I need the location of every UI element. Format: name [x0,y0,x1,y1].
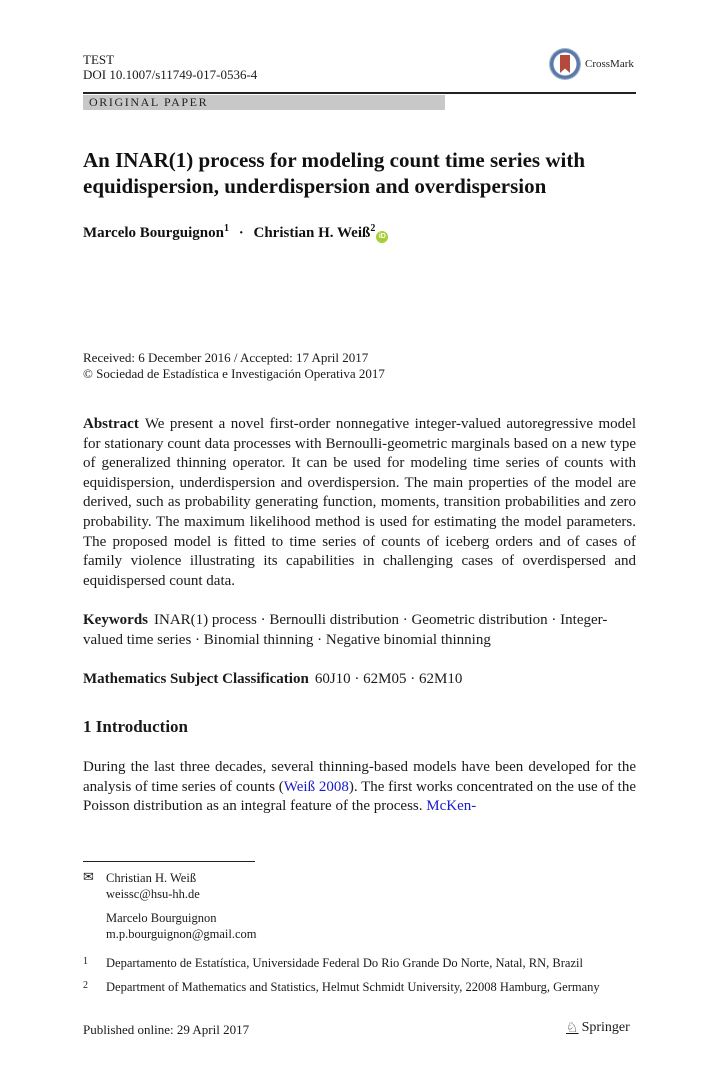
contact-entry [106,910,257,942]
doi: DOI 10.1007/s11749-017-0536-4 [83,67,258,82]
abstract-text: We present a novel first-order nonnegative integer-valued autoregressive model for stationary count data processes with Bernoulli-geometric marginals based on a new type of generalized thinning operator. It can be used for modeling time series of counts with equidispersion, underdispersion and overdispersion. The main properties of the model are derived, such as probability generating function, moments, transition probabilities and zero probability. The maximum likelihood method is used for estimating the model parameters. The proposed model is fitted to time series of counts of iceberg orders and of cases of family violence illustrating its capabilities in challenging cases of overdispersed and equidispersed count data. [83,416,636,589]
contact-entry [106,870,200,902]
keywords [83,611,636,650]
affiliation-entry [83,956,583,971]
affiliation-number: 1 [83,956,88,967]
crossmark-icon [550,49,580,79]
header-rule [83,92,636,94]
keywords-label: Keywords [83,612,148,628]
paper-type-band: ORIGINAL PAPER [83,95,445,110]
msc-codes: 60J10 · 62M05 · 62M10 [314,671,463,687]
author-name[interactable]: Marcelo Bourguignon [83,225,224,241]
abstract [83,415,636,591]
author-separator: · [238,225,244,241]
author-list [83,223,388,243]
affiliation-text: Department of Mathematics and Statistics, Helmut Schmidt University, 22008 Hamburg, Germany [106,980,600,994]
author-name[interactable]: Christian H. Weiß [253,225,371,241]
section-heading-introduction: 1 Introduction [83,717,189,736]
received-dates: Received: 6 December 2016 / Accepted: 17 April 2017 [83,350,369,365]
crossmark-label: CrossMark [585,58,634,70]
journal-name: TEST [83,52,115,67]
orcid-icon[interactable]: iD [376,231,388,243]
contact-name: Marcelo Bourguignon [106,911,217,925]
affiliation-number: 2 [83,980,88,991]
springer-horse-icon: ♘ [566,1020,579,1036]
citation-link[interactable]: Weiß 2008 [283,778,349,795]
msc-classification [83,670,636,690]
affiliation-marker: 2 [370,223,376,234]
article-title: An INAR(1) process for modeling count time series with equidispersion, underdispersion and overdispersion [83,148,586,198]
affiliation-text: Departamento de Estatística, Universidade Federal Do Rio Grande Do Norte, Natal, RN, Brazil [106,956,583,970]
msc-label: Mathematics Subject Classification [83,671,309,687]
intro-text: ). The first works concentrated on the use of the Poisson distribution as an integral feature of the process. [83,778,636,815]
publisher-name: Springer [581,1020,630,1035]
contact-name: Christian H. Weiß [106,871,197,885]
copyright-notice: © Sociedad de Estadística e Investigación Operativa 2017 [83,366,385,381]
citation-link[interactable]: McKen- [426,798,477,815]
publisher-logo [566,1020,630,1036]
abstract-label: Abstract [83,416,139,432]
crossmark-badge[interactable] [550,47,645,81]
envelope-icon: ✉ [83,870,94,885]
affiliation-entry [83,980,600,995]
affiliation-marker: 1 [223,223,229,234]
published-online: Published online: 29 April 2017 [83,1022,250,1037]
footnote-rule [83,861,255,862]
contact-email[interactable]: m.p.bourguignon@gmail.com [106,927,257,941]
intro-text: During the last three decades, several thinning-based models have been developed for the analysis of time series of counts ( [83,759,636,795]
introduction-paragraph [83,758,636,817]
contact-email[interactable]: weissc@hsu-hh.de [106,887,200,901]
keywords-text: INAR(1) process · Bernoulli distribution · Geometric distribution · Integer-valued time series · Binomial thinning · Negative binomial thinning [83,612,608,648]
